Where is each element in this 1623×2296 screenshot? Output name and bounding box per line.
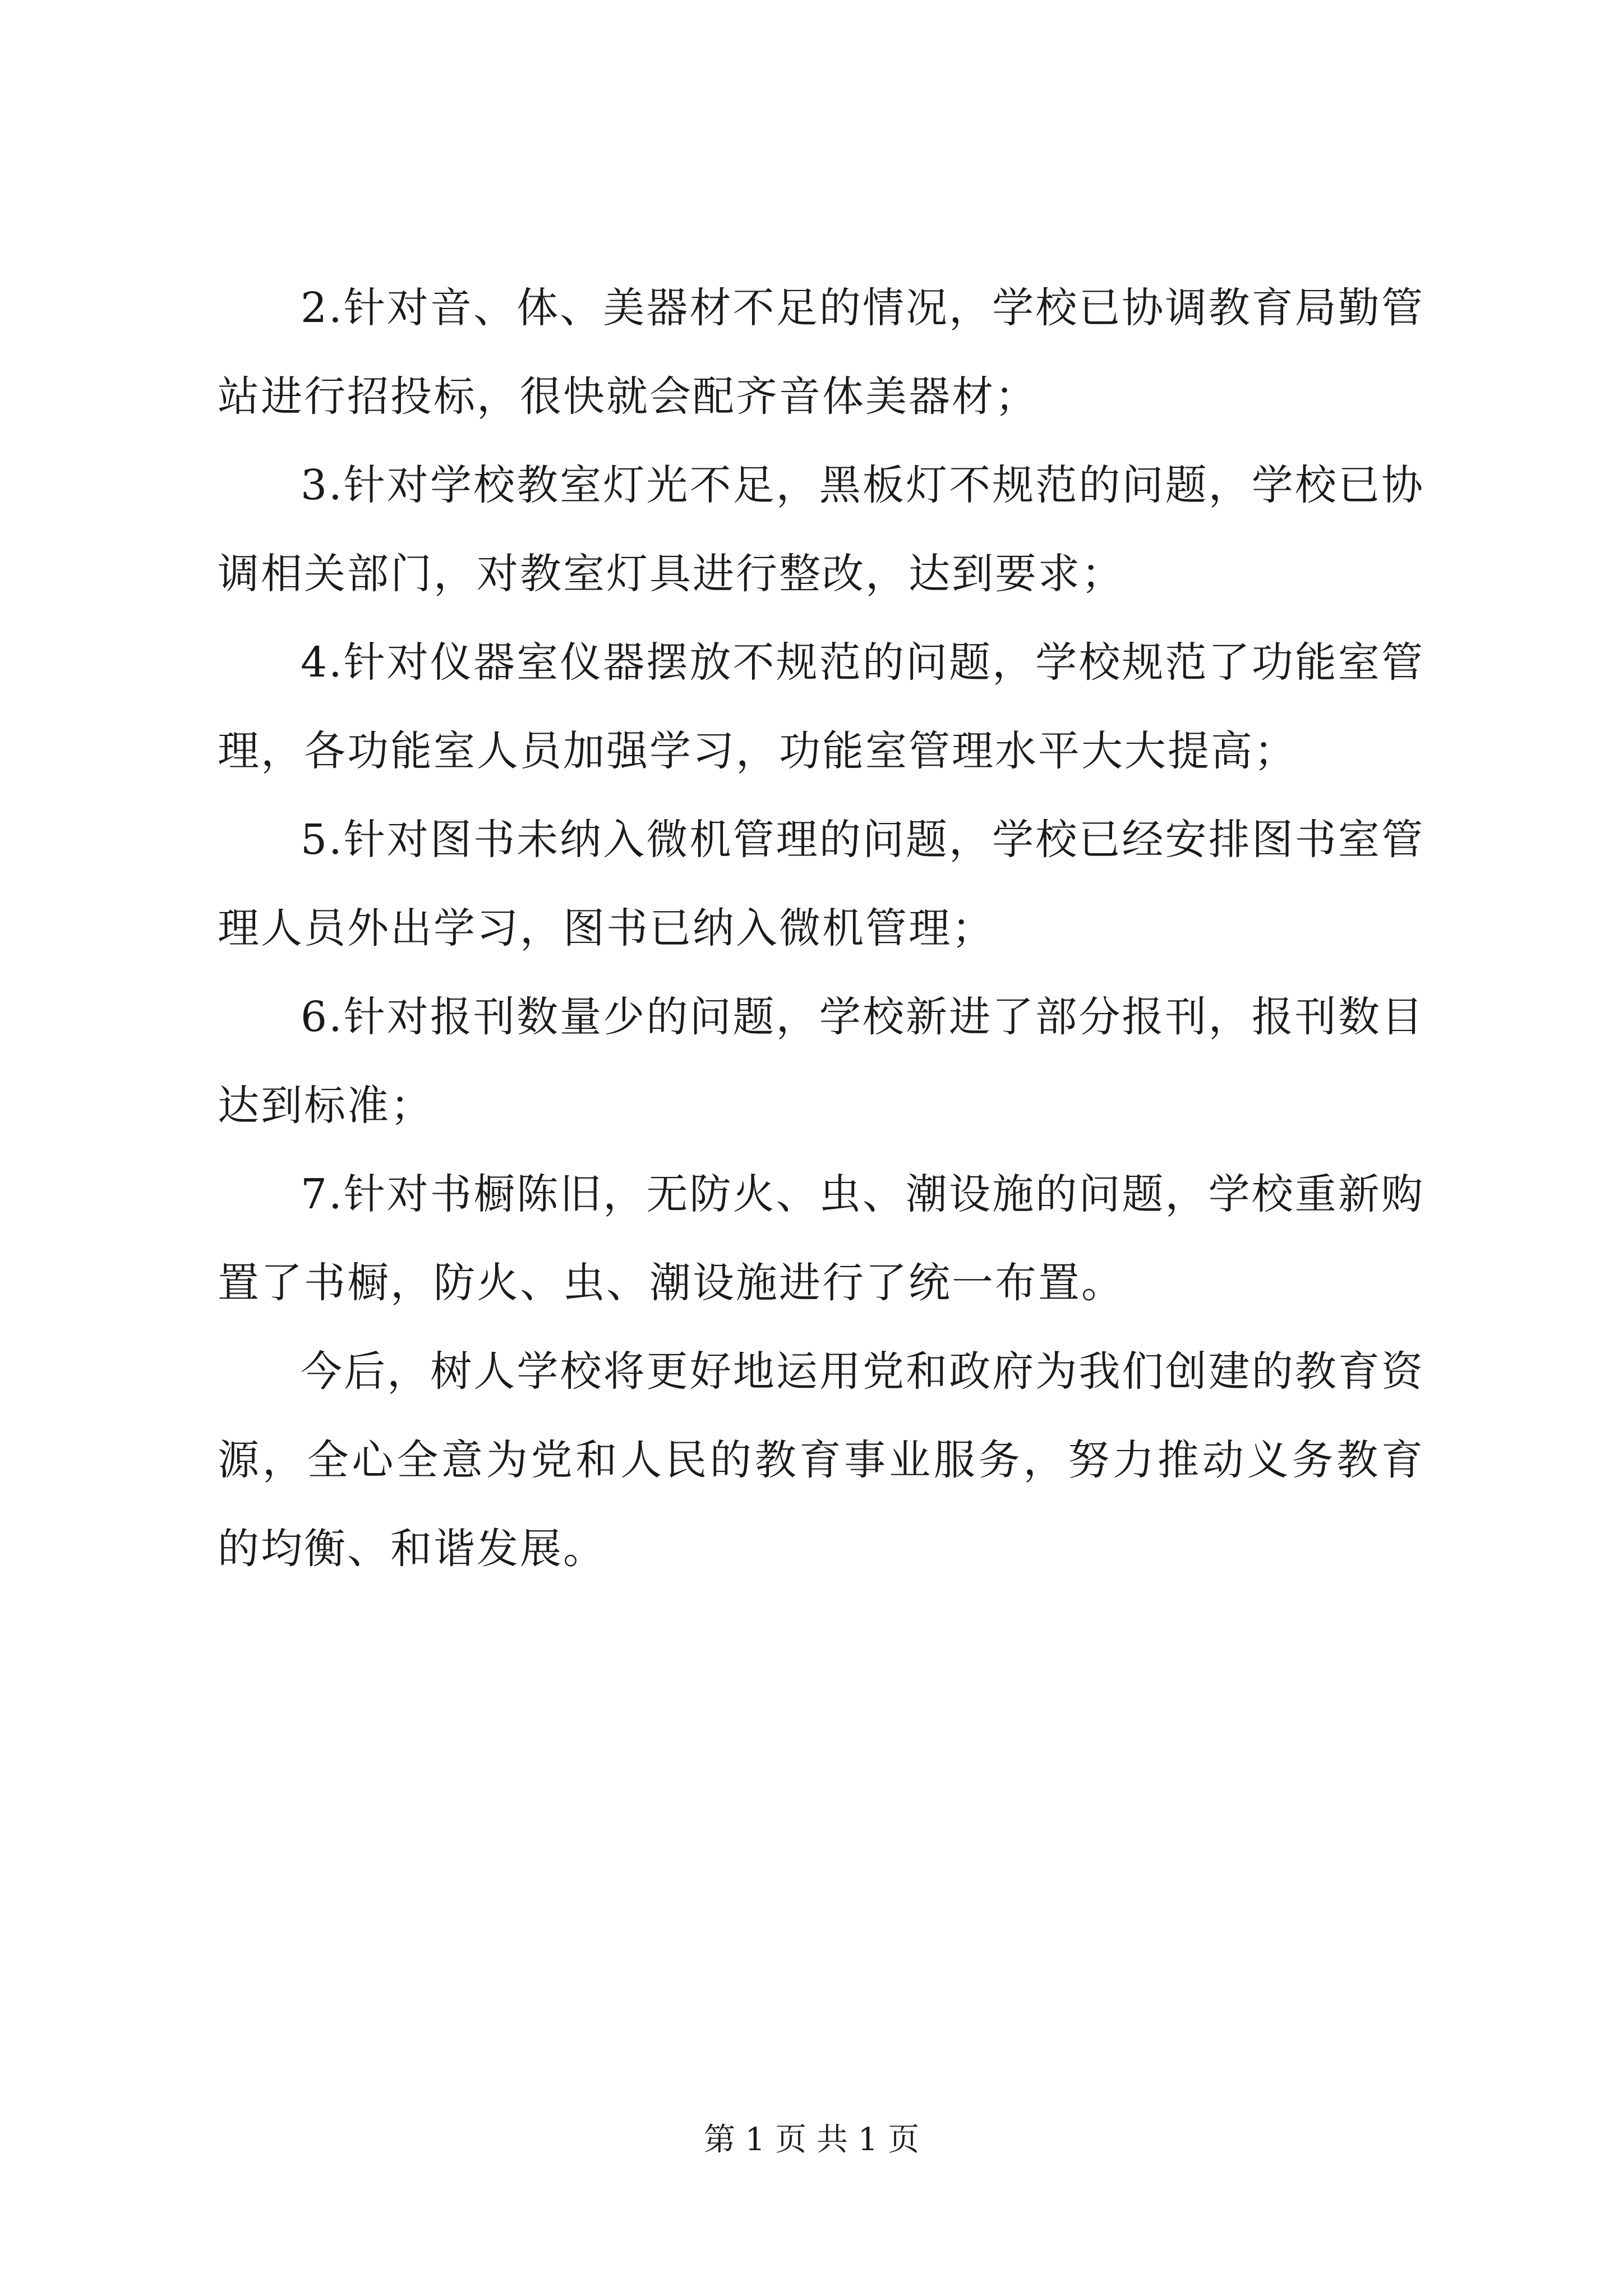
paragraph-item-5: 5.针对图书未纳入微机管理的问题，学校已经安排图书室管理人员外出学习，图书已纳入微机管理； bbox=[218, 816, 1424, 953]
paragraph-item-3: 3.针对学校教室灯光不足，黑板灯不规范的问题，学校已协调相关部门，对教室灯具进行整改，达到要求； bbox=[218, 461, 1424, 598]
page-number-footer: 第 1 页 共 1 页 bbox=[703, 2122, 920, 2158]
document-body bbox=[218, 264, 1424, 1593]
paragraph-item-4: 4.针对仪器室仪器摆放不规范的问题，学校规范了功能室管理，各功能室人员加强学习，功能室管理水平大大提高； bbox=[218, 638, 1424, 775]
paragraph-item-6: 6.针对报刊数量少的问题，学校新进了部分报刊，报刊数目达到标准； bbox=[218, 993, 1424, 1130]
paragraph-item-2: 2.针对音、体、美器材不足的情况，学校已协调教育局勤管站进行招投标，很快就会配齐音体美器材； bbox=[218, 284, 1424, 421]
closing-paragraph: 今后，树人学校将更好地运用党和政府为我们创建的教育资源，全心全意为党和人民的教育事业服务，努力推动义务教育的均衡、和谐发展。 bbox=[218, 1347, 1424, 1573]
paragraph-item-7: 7.针对书橱陈旧，无防火、虫、潮设施的问题，学校重新购置了书橱，防火、虫、潮设施进行了统一布置。 bbox=[218, 1170, 1424, 1307]
